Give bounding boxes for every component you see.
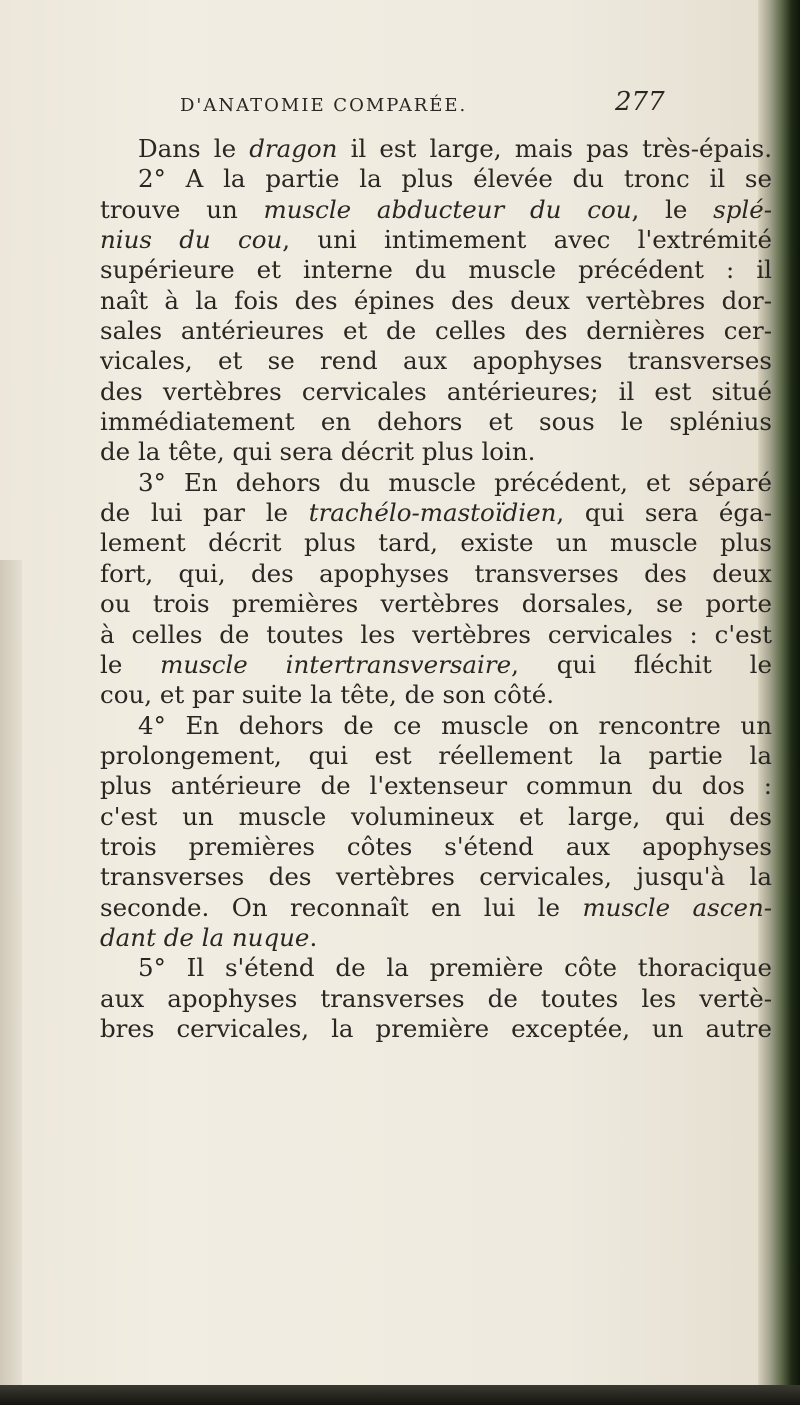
- text-line: de lui par le trachélo-mastoïdien, qui sera éga-: [100, 498, 772, 528]
- text-line: immédiatement en dehors et sous le splénius: [100, 407, 772, 437]
- text-line: transverses des vertèbres cervicales, jusqu'à la: [100, 862, 772, 892]
- text-line: bres cervicales, la première exceptée, un autre: [100, 1013, 772, 1043]
- running-head: D'ANATOMIE COMPARÉE.: [180, 95, 468, 116]
- text-line: 4° En dehors de ce muscle on rencontre un: [138, 710, 772, 740]
- text-line: des vertèbres cervicales antérieures; il est situé: [100, 376, 772, 406]
- text-line: cou, et par suite la tête, de son côté.: [100, 680, 555, 710]
- muscle-term: muscle intertransversaire: [160, 649, 512, 679]
- species-name: dragon: [249, 134, 338, 163]
- text-line: supérieure et interne du muscle précédent : il: [100, 255, 772, 285]
- muscle-term: trachélo-mastoïdien: [308, 498, 557, 528]
- body-text: [100, 134, 772, 1044]
- muscle-term: muscle abducteur du cou: [263, 194, 632, 224]
- text-line: prolongement, qui est réellement la partie la: [100, 740, 772, 770]
- text-line: à celles de toutes les vertèbres cervicales : c'est: [100, 619, 772, 649]
- text-line: lement décrit plus tard, existe un muscle plus: [100, 528, 772, 558]
- text-line: trois premières côtes s'étend aux apophyses: [100, 831, 772, 861]
- muscle-term: muscle ascen-: [582, 892, 772, 922]
- text-line: vicales, et se rend aux apophyses transverses: [100, 346, 772, 376]
- text-line: nius du cou, uni intimement avec l'extrémité: [100, 225, 772, 255]
- text-line: naît à la fois des épines des deux vertèbres dor-: [100, 285, 772, 315]
- text-line: le muscle intertransversaire, qui fléchit le: [100, 649, 772, 679]
- text-line: c'est un muscle volumineux et large, qui des: [100, 801, 772, 831]
- text-line: 5° Il s'étend de la première côte thoracique: [138, 953, 772, 983]
- page-header: [150, 87, 760, 135]
- text-line: seconde. On reconnaît en lui le muscle ascen-: [100, 892, 772, 922]
- text-line: trouve un muscle abducteur du cou, le splé-: [100, 194, 772, 224]
- muscle-term: splé-: [713, 194, 772, 224]
- muscle-term: nius du cou: [100, 225, 283, 255]
- text-line: plus antérieure de l'extenseur commun du dos :: [100, 771, 772, 801]
- text-line: 2° A la partie la plus élevée du tronc il se: [138, 164, 772, 194]
- text-line: fort, qui, des apophyses transverses des deux: [100, 558, 772, 588]
- text-line: aux apophyses transverses de toutes les vertè-: [100, 983, 772, 1013]
- text-line: dant de la nuque.: [100, 922, 318, 952]
- page-edge-shadow: [0, 560, 22, 1405]
- text-line: sales antérieures et de celles des dernières cer-: [100, 316, 772, 346]
- text-line: 3° En dehors du muscle précédent, et séparé: [138, 467, 772, 497]
- text-line: ou trois premières vertèbres dorsales, se porte: [100, 589, 772, 619]
- muscle-term: dant de la nuque: [100, 922, 310, 952]
- text-line: de la tête, qui sera décrit plus loin.: [100, 437, 536, 467]
- text-line: Dans le dragon il est large, mais pas très-épais.: [138, 134, 772, 163]
- scan-bottom-edge: [0, 1385, 800, 1405]
- page-number: 277: [615, 87, 665, 117]
